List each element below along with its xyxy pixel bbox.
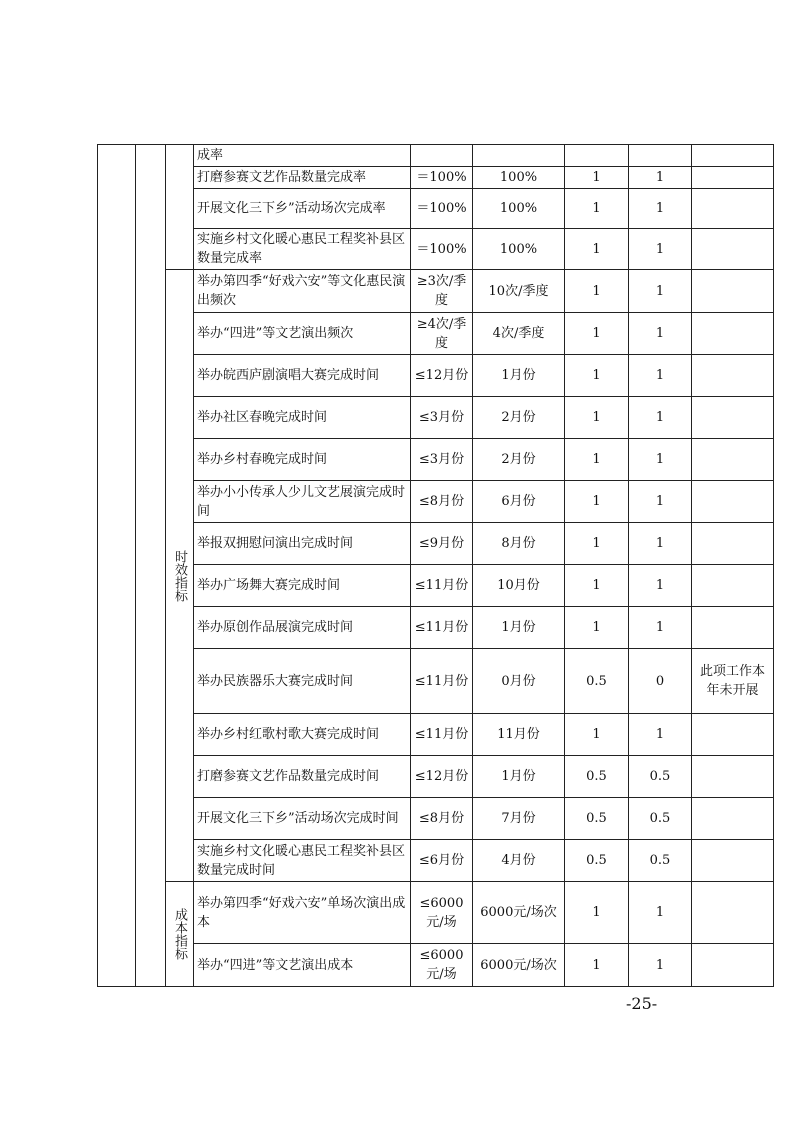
indicator-name: 举办“四进”等文艺演出成本	[194, 944, 411, 987]
section-cell-blank	[166, 145, 194, 270]
weight-value: 1	[565, 355, 629, 397]
weight-value: 1	[565, 882, 629, 944]
target-value: ≤12月份	[411, 355, 473, 397]
indicator-name: 成率	[194, 145, 411, 167]
weight-value: 1	[565, 944, 629, 987]
actual-value: 1月份	[473, 355, 565, 397]
weight-value	[565, 145, 629, 167]
target-value: ≤6月份	[411, 840, 473, 882]
weight-value: 1	[565, 229, 629, 270]
level1-category-cell	[98, 145, 136, 987]
note-cell	[692, 189, 774, 229]
target-value: ≤11月份	[411, 714, 473, 756]
weight-value: 1	[565, 397, 629, 439]
score-value: 1	[629, 313, 692, 355]
weight-value: 1	[565, 565, 629, 607]
note-cell	[692, 167, 774, 189]
indicator-name: 实施乡村文化暖心惠民工程奖补县区数量完成时间	[194, 840, 411, 882]
score-value: 1	[629, 481, 692, 523]
note-cell	[692, 840, 774, 882]
actual-value: 6月份	[473, 481, 565, 523]
score-value: 1	[629, 944, 692, 987]
note-cell: 此项工作本年未开展	[692, 649, 774, 714]
weight-value: 0.5	[565, 649, 629, 714]
level2-category-cell	[136, 145, 166, 987]
target-value: ≤12月份	[411, 756, 473, 798]
actual-value: 10次/季度	[473, 270, 565, 313]
actual-value: 7月份	[473, 798, 565, 840]
actual-value: 2月份	[473, 439, 565, 481]
table-row	[98, 607, 774, 649]
actual-value: 11月份	[473, 714, 565, 756]
target-value: ≤11月份	[411, 649, 473, 714]
actual-value: 8月份	[473, 523, 565, 565]
score-value: 1	[629, 397, 692, 439]
weight-value: 0.5	[565, 840, 629, 882]
weight-value: 1	[565, 481, 629, 523]
note-cell	[692, 313, 774, 355]
weight-value: 1	[565, 607, 629, 649]
score-value: 1	[629, 229, 692, 270]
actual-value: 4月份	[473, 840, 565, 882]
note-cell	[692, 714, 774, 756]
table-row	[98, 840, 774, 882]
weight-value: 1	[565, 189, 629, 229]
indicator-name: 举办“四进”等文艺演出频次	[194, 313, 411, 355]
score-value: 0.5	[629, 840, 692, 882]
indicator-name: 举办乡村红歌村歌大赛完成时间	[194, 714, 411, 756]
actual-value: 100%	[473, 167, 565, 189]
page-number: -25-	[626, 994, 658, 1013]
score-value: 1	[629, 882, 692, 944]
timeliness-section-label: 时效指标	[166, 270, 194, 882]
score-value: 1	[629, 270, 692, 313]
actual-value: 6000元/场次	[473, 882, 565, 944]
indicator-name: 举办第四季“好戏六安”单场次演出成本	[194, 882, 411, 944]
table-row	[98, 649, 774, 714]
target-value: ＝100%	[411, 189, 473, 229]
target-value: ≥3次/季度	[411, 270, 473, 313]
weight-value: 1	[565, 270, 629, 313]
indicator-name: 打磨参赛文艺作品数量完成时间	[194, 756, 411, 798]
cost-section-label: 成本指标	[166, 882, 194, 987]
note-cell	[692, 397, 774, 439]
table-row	[98, 355, 774, 397]
target-value: ≤11月份	[411, 565, 473, 607]
actual-value	[473, 145, 565, 167]
score-value: 1	[629, 523, 692, 565]
weight-value: 1	[565, 714, 629, 756]
table-row	[98, 944, 774, 987]
target-value: ≥4次/季度	[411, 313, 473, 355]
table-row	[98, 523, 774, 565]
score-value: 1	[629, 565, 692, 607]
weight-value: 0.5	[565, 798, 629, 840]
actual-value: 1月份	[473, 756, 565, 798]
score-value: 1	[629, 189, 692, 229]
score-value	[629, 145, 692, 167]
indicator-name: 举办广场舞大赛完成时间	[194, 565, 411, 607]
actual-value: 10月份	[473, 565, 565, 607]
weight-value: 0.5	[565, 756, 629, 798]
indicator-name: 举办原创作品展演完成时间	[194, 607, 411, 649]
target-value: ≤3月份	[411, 439, 473, 481]
note-cell	[692, 607, 774, 649]
indicator-name: 举办社区春晚完成时间	[194, 397, 411, 439]
note-cell	[692, 229, 774, 270]
indicator-name: 举办第四季“好戏六安”等文化惠民演出频次	[194, 270, 411, 313]
note-cell	[692, 944, 774, 987]
note-cell	[692, 439, 774, 481]
note-cell	[692, 355, 774, 397]
actual-value: 100%	[473, 229, 565, 270]
indicator-name: 开展文化三下乡”活动场次完成时间	[194, 798, 411, 840]
note-cell	[692, 270, 774, 313]
indicator-name: 举办乡村春晚完成时间	[194, 439, 411, 481]
actual-value: 1月份	[473, 607, 565, 649]
table-row	[98, 565, 774, 607]
indicator-name: 举办小小传承人少儿文艺展演完成时间	[194, 481, 411, 523]
table-row	[98, 798, 774, 840]
score-value: 0	[629, 649, 692, 714]
target-value: ≤6000元/场	[411, 944, 473, 987]
actual-value: 0月份	[473, 649, 565, 714]
note-cell	[692, 523, 774, 565]
score-value: 1	[629, 355, 692, 397]
indicator-name: 举办皖西庐剧演唱大赛完成时间	[194, 355, 411, 397]
performance-indicator-table	[97, 144, 774, 987]
target-value: ≤6000元/场	[411, 882, 473, 944]
note-cell	[692, 145, 774, 167]
indicator-name: 开展文化三下乡”活动场次完成率	[194, 189, 411, 229]
table-row	[98, 167, 774, 189]
table-row	[98, 397, 774, 439]
actual-value: 100%	[473, 189, 565, 229]
target-value: ≤11月份	[411, 607, 473, 649]
table-row	[98, 145, 774, 167]
target-value: ≤8月份	[411, 481, 473, 523]
target-value: ≤8月份	[411, 798, 473, 840]
table-row	[98, 756, 774, 798]
indicator-name: 打磨参赛文艺作品数量完成率	[194, 167, 411, 189]
actual-value: 4次/季度	[473, 313, 565, 355]
actual-value: 2月份	[473, 397, 565, 439]
actual-value: 6000元/场次	[473, 944, 565, 987]
note-cell	[692, 882, 774, 944]
table-row	[98, 714, 774, 756]
score-value: 1	[629, 714, 692, 756]
target-value: ≤9月份	[411, 523, 473, 565]
table-row	[98, 313, 774, 355]
indicator-name: 举报双拥慰问演出完成时间	[194, 523, 411, 565]
note-cell	[692, 565, 774, 607]
weight-value: 1	[565, 439, 629, 481]
score-value: 1	[629, 439, 692, 481]
table-row	[98, 189, 774, 229]
table-row	[98, 439, 774, 481]
target-value: ＝100%	[411, 229, 473, 270]
note-cell	[692, 481, 774, 523]
note-cell	[692, 798, 774, 840]
score-value: 1	[629, 607, 692, 649]
weight-value: 1	[565, 523, 629, 565]
target-value	[411, 145, 473, 167]
target-value: ≤3月份	[411, 397, 473, 439]
score-value: 0.5	[629, 756, 692, 798]
table-row	[98, 882, 774, 944]
table-row	[98, 481, 774, 523]
weight-value: 1	[565, 313, 629, 355]
score-value: 1	[629, 167, 692, 189]
table-row	[98, 229, 774, 270]
indicator-name: 举办民族器乐大赛完成时间	[194, 649, 411, 714]
table-row	[98, 270, 774, 313]
target-value: ＝100%	[411, 167, 473, 189]
note-cell	[692, 756, 774, 798]
weight-value: 1	[565, 167, 629, 189]
indicator-name: 实施乡村文化暖心惠民工程奖补县区数量完成率	[194, 229, 411, 270]
score-value: 0.5	[629, 798, 692, 840]
